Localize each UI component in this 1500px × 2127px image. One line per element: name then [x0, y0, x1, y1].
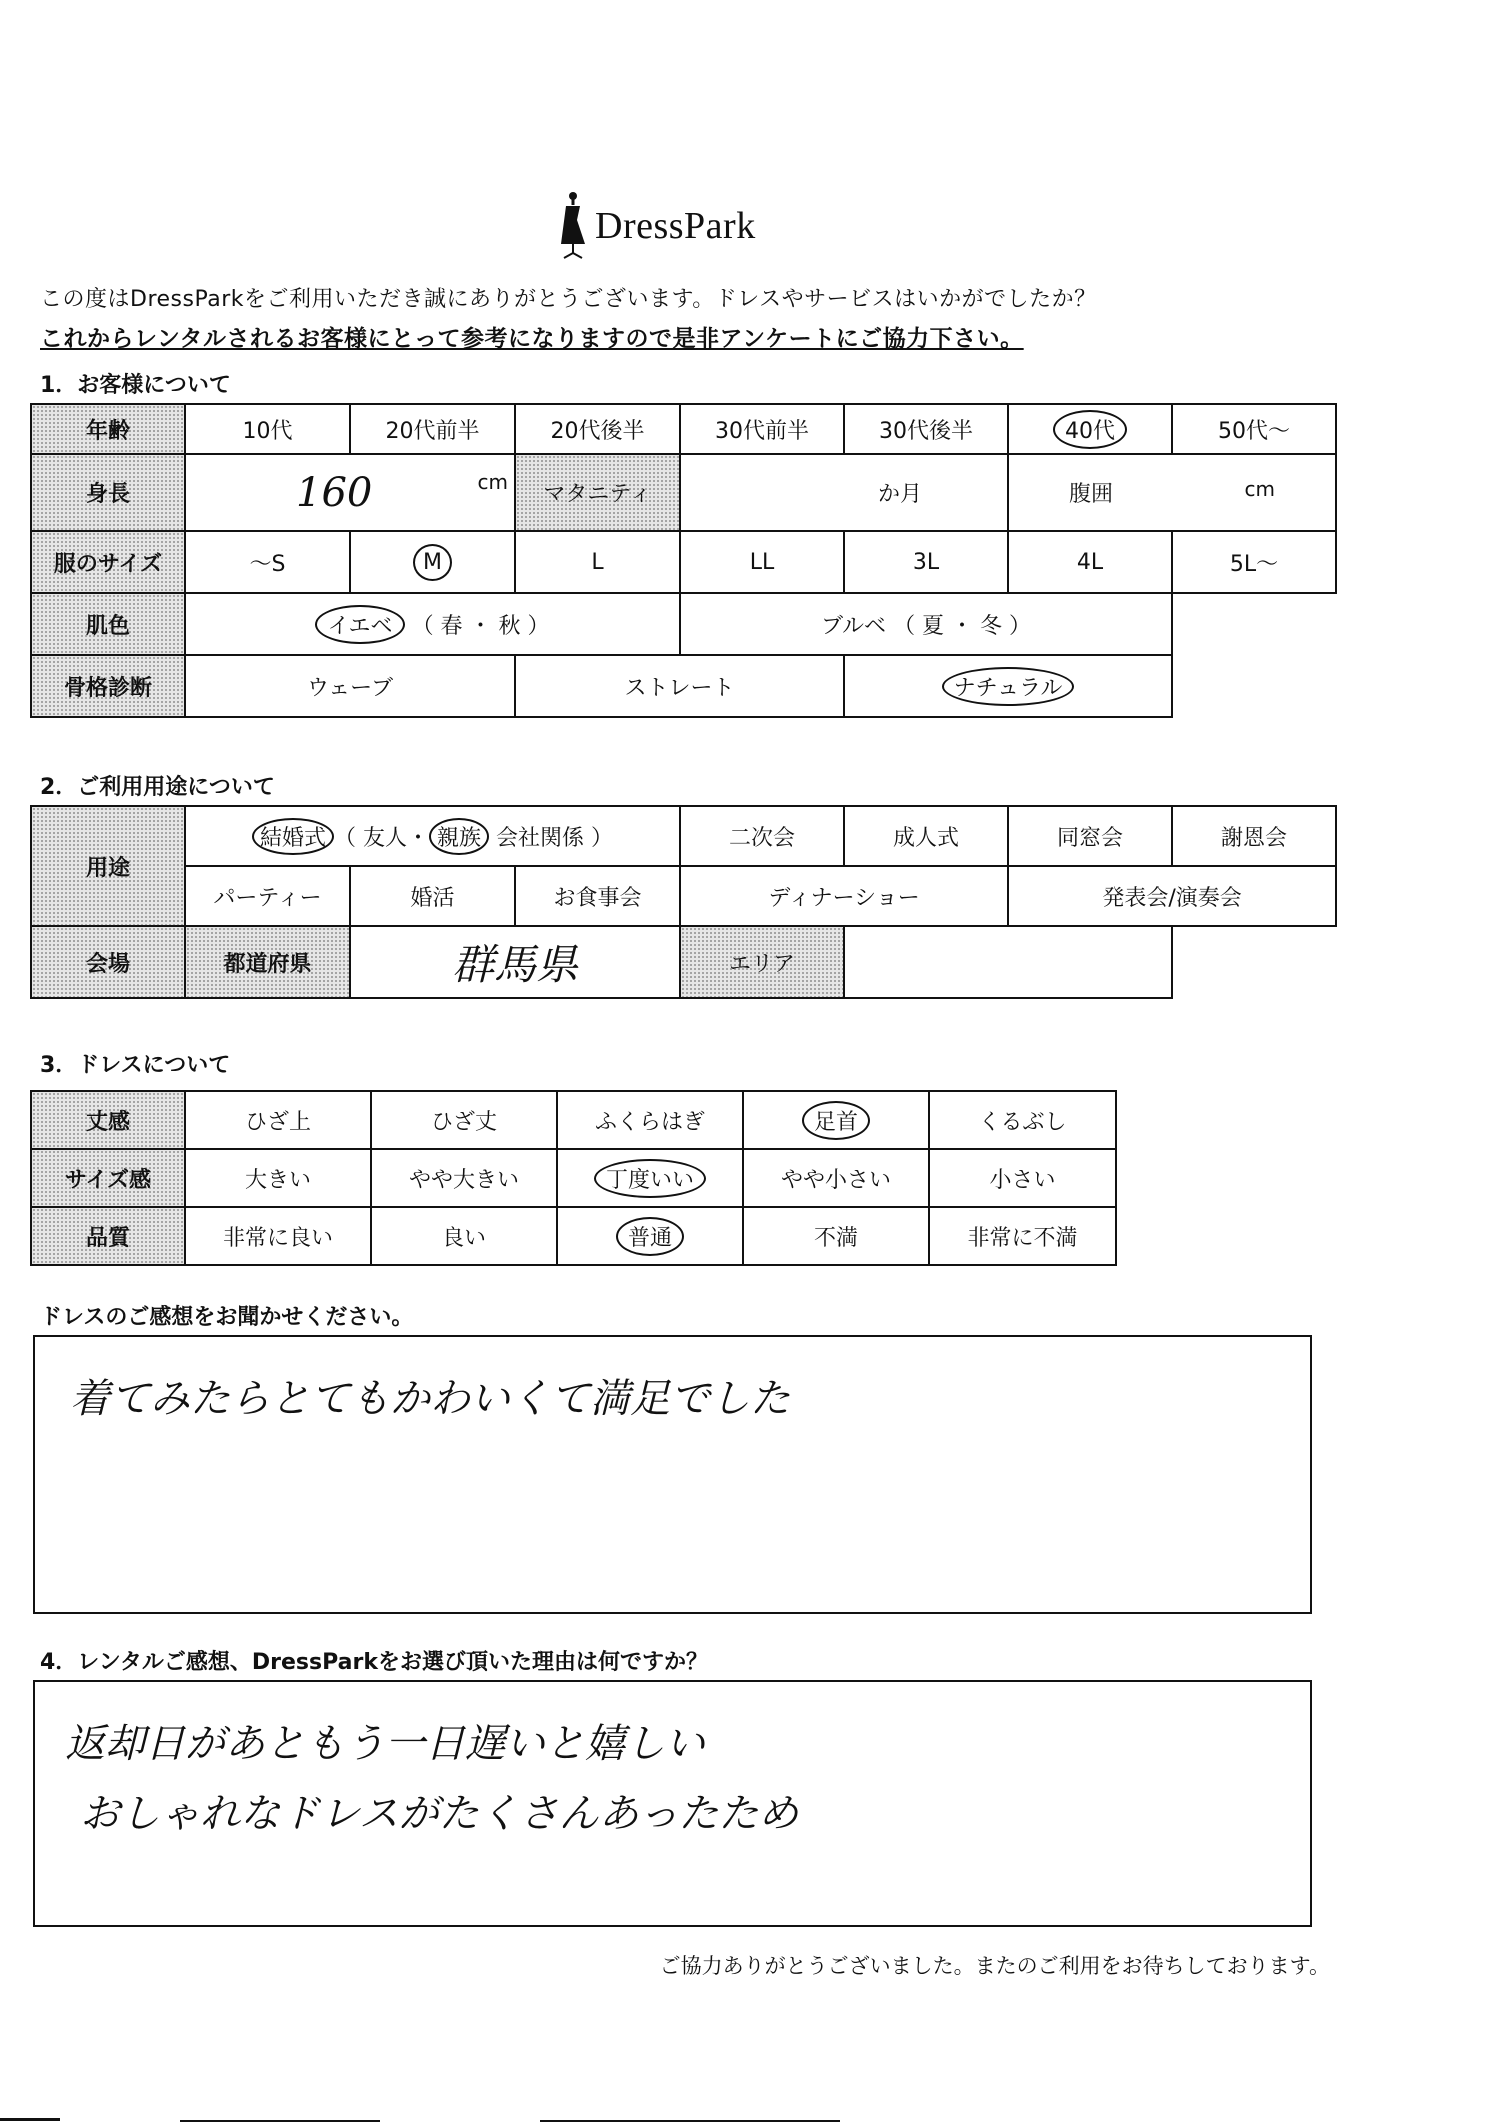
- age-late20s[interactable]: 20代後半: [515, 404, 680, 454]
- wedding-open: （ 友人・: [334, 825, 430, 851]
- quality-very-unsatisfied[interactable]: 非常に不満: [929, 1207, 1116, 1265]
- quality-unsatisfied[interactable]: 不満: [743, 1207, 929, 1265]
- brand-name: DressPark: [595, 205, 756, 247]
- scan-mark-mid: [180, 2120, 380, 2122]
- waist-unit: cm: [1244, 477, 1275, 501]
- fit-large[interactable]: 大きい: [185, 1149, 371, 1207]
- skin-yellow-circled: イエベ: [315, 605, 404, 644]
- quality-good[interactable]: 良い: [371, 1207, 557, 1265]
- purpose-party[interactable]: パーティー: [185, 866, 350, 926]
- age-40s-circled: 40代: [1053, 410, 1127, 449]
- purpose-afterparty[interactable]: 二次会: [680, 806, 844, 866]
- age-50s[interactable]: 50代～: [1172, 404, 1336, 454]
- frame-straight[interactable]: ストレート: [515, 655, 844, 717]
- size-5l[interactable]: 5L～: [1172, 531, 1336, 593]
- size-m[interactable]: [350, 531, 515, 593]
- length-ankle-circled: 足首: [802, 1101, 870, 1140]
- reason-line1: 返却日があともう一日遅いと嬉しい: [65, 1721, 705, 1767]
- age-early30s[interactable]: 30代前半: [680, 404, 844, 454]
- waist-field[interactable]: [1008, 454, 1336, 531]
- dress-mannequin-icon: [555, 190, 591, 262]
- age-40s[interactable]: [1008, 404, 1172, 454]
- section3-title: 3．ドレスについて: [40, 1053, 231, 1078]
- customer-table: [30, 403, 1337, 718]
- section4-title: 4．レンタルご感想、DressParkをお選び頂いた理由は何ですか？: [40, 1650, 708, 1675]
- purpose-konkatsu[interactable]: 婚活: [350, 866, 515, 926]
- purpose-wedding[interactable]: [185, 806, 680, 866]
- frame-natural[interactable]: [844, 655, 1172, 717]
- size-3l[interactable]: 3L: [844, 531, 1008, 593]
- dresspark-logo: [555, 190, 815, 265]
- maternity-label: マタニティ: [515, 454, 680, 531]
- age-early20s[interactable]: 20代前半: [350, 404, 515, 454]
- area-label: エリア: [680, 926, 844, 998]
- section1-title: 1．お客様について: [40, 373, 231, 398]
- height-field[interactable]: [185, 454, 515, 531]
- closing-text: ご協力ありがとうございました。またのご利用をお待ちしております。: [659, 1954, 1330, 1978]
- purpose-reunion[interactable]: 同窓会: [1008, 806, 1172, 866]
- dress-table: [30, 1090, 1117, 1266]
- skin-yellow-seasons: （ 春 ・ 秋 ）: [411, 613, 550, 639]
- skin-blue-label: ブルベ: [820, 613, 887, 639]
- size-l[interactable]: L: [515, 531, 680, 593]
- scan-mark-left: [0, 2118, 60, 2121]
- height-unit: cm: [477, 469, 508, 494]
- length-label: 丈感: [31, 1091, 185, 1149]
- pref-field[interactable]: [350, 926, 680, 998]
- purpose-label: 用途: [31, 806, 185, 926]
- age-late30s[interactable]: 30代後半: [844, 404, 1008, 454]
- size-ll[interactable]: LL: [680, 531, 844, 593]
- frame-natural-circled: ナチュラル: [942, 667, 1075, 706]
- size-s[interactable]: ～S: [185, 531, 350, 593]
- area-field[interactable]: [844, 926, 1172, 998]
- size-label: 服のサイズ: [31, 531, 185, 593]
- reason-line2: おしゃれなドレスがたくさんあったため: [80, 1791, 799, 1837]
- frame-wave[interactable]: ウェーブ: [185, 655, 515, 717]
- purpose-relatives-circled: 親族: [429, 818, 489, 855]
- fit-slightly-large[interactable]: やや大きい: [371, 1149, 557, 1207]
- purpose-recital[interactable]: 発表会/演奏会: [1008, 866, 1336, 926]
- quality-average[interactable]: [557, 1207, 743, 1265]
- purpose-dinner-show[interactable]: ディナーショー: [680, 866, 1008, 926]
- purpose-coming-of-age[interactable]: 成人式: [844, 806, 1008, 866]
- intro-request: これからレンタルされるお客様にとって参考になりますので是非アンケートにご協力下さい。: [40, 326, 1024, 352]
- length-calf[interactable]: ふくらはぎ: [557, 1091, 743, 1149]
- wedding-close: 会社関係 ）: [489, 825, 614, 851]
- venue-label: 会場: [31, 926, 185, 998]
- purpose-dinner[interactable]: お食事会: [515, 866, 680, 926]
- pref-value: 群馬県: [452, 940, 579, 989]
- section2-title: 2．ご利用用途について: [40, 775, 275, 800]
- intro-text: この度はDressParkをご利用いただき誠にありがとうございます。ドレスやサービスはいかがでしたか？: [40, 287, 1097, 312]
- impression-title: ドレスのご感想をお聞かせください。: [40, 1305, 414, 1330]
- size-4l[interactable]: 4L: [1008, 531, 1172, 593]
- quality-very-good[interactable]: 非常に良い: [185, 1207, 371, 1265]
- fit-small[interactable]: 小さい: [929, 1149, 1116, 1207]
- skin-blue-seasons: （ 夏 ・ 冬 ）: [893, 613, 1032, 639]
- fit-just-right[interactable]: [557, 1149, 743, 1207]
- fit-label: サイズ感: [31, 1149, 185, 1207]
- skin-label: 肌色: [31, 593, 185, 655]
- purpose-wedding-circled: 結婚式: [252, 818, 334, 855]
- length-ankle[interactable]: [743, 1091, 929, 1149]
- scan-mark-right: [540, 2120, 840, 2122]
- skin-yellow[interactable]: [185, 593, 680, 655]
- waist-label: 腹囲: [1069, 482, 1114, 507]
- purpose-thanks-party[interactable]: 謝恩会: [1172, 806, 1336, 866]
- age-10s[interactable]: 10代: [185, 404, 350, 454]
- age-label: 年齢: [31, 404, 185, 454]
- impression-text: 着てみたらとてもかわいくて満足でした: [70, 1376, 790, 1422]
- length-knee[interactable]: ひざ丈: [371, 1091, 557, 1149]
- purpose-table: [30, 805, 1337, 999]
- length-malleolus[interactable]: くるぶし: [929, 1091, 1116, 1149]
- height-value: 160: [296, 469, 373, 516]
- size-m-circled: M: [413, 544, 452, 581]
- length-above-knee[interactable]: ひざ上: [185, 1091, 371, 1149]
- pref-label: 都道府県: [185, 926, 350, 998]
- skin-blue[interactable]: [680, 593, 1172, 655]
- reason-box[interactable]: [33, 1680, 1312, 1927]
- frame-label: 骨格診断: [31, 655, 185, 717]
- impression-box[interactable]: [33, 1335, 1312, 1614]
- fit-just-right-circled: 丁度いい: [594, 1159, 706, 1198]
- fit-slightly-small[interactable]: やや小さい: [743, 1149, 929, 1207]
- quality-average-circled: 普通: [616, 1217, 684, 1256]
- quality-label: 品質: [31, 1207, 185, 1265]
- maternity-months[interactable]: か月: [680, 454, 1008, 531]
- height-label: 身長: [31, 454, 185, 531]
